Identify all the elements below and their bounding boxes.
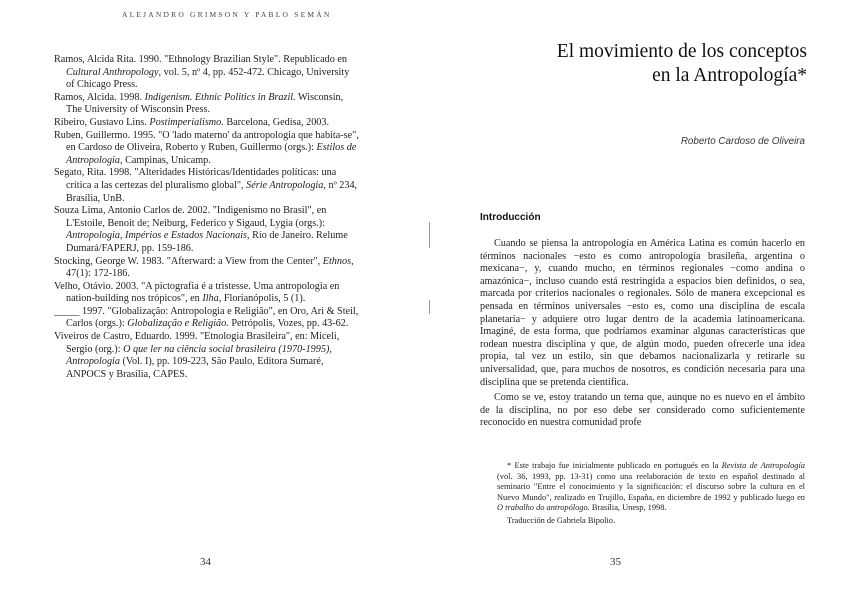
reference-entry — [54, 306, 359, 331]
reference-italic: Globalização e Religião. — [127, 318, 229, 330]
reference-post: Barcelona, Gedisa, 2003. — [223, 116, 330, 128]
author-name: Roberto Cardoso de Oliveira — [680, 136, 805, 147]
reference-entry — [54, 256, 359, 281]
reference-italic: Postimperialismo. — [149, 116, 224, 128]
footnote-text — [497, 461, 805, 514]
reference-pre: Ruben, Guillermo. 1995. "O 'lado materno' da antropologia que habita-se", en Cardoso de Oliveira, Roberto y Ruben, Guillermo (orgs.): — [54, 129, 359, 154]
translator-note: Traducción de Gabriela Bipolio. — [507, 515, 616, 525]
reference-italic: O que ler na ciência social brasileira (1970-1995), Antropologia — [66, 343, 332, 368]
footnote-part: * Este trabajo fue inicialmente publicado en portugués en la — [507, 461, 722, 470]
paragraph: Cuando se piensa la antropología en América Latina es común hacerlo en términos nacionales −esto es como antropología brasileña, argentina o mexicana−, y, cuando mucho, en términos regionales −como andina o amazónica−, incluso cuando está restringida a espacios bien definidos, o sea, marcada por criterios nacionales o regionales. Sólo de manera excepcional es pensada en términos universales −esto es, como una disciplina de escala planetaria− y adquiere otro lugar dentro de la academia latinoamericana. Imaginé, de esta forma, que podríamos examinar algunas características que rodean nuestra disciplina y que, de algún modo, pueden ofrecerle una idea propia, tal vez un estilo, sin que debamos nacionalizarla y retirarle su universalidad, que, para muchos de nosotros, es condición necesaria para una disciplina que se pretenda científica. — [480, 238, 805, 388]
reference-pre: Velho, Otávio. 2003. "A pictografia é a tristesse. Uma antropologia en nation-building nos trópicos", en — [54, 280, 340, 305]
reference-post: Petrópolis, Vozes, pp. 43-62. — [228, 318, 349, 330]
reference-pre: Segato, Rita. 1998. "Alteridades Históricas/Identidades políticas: una crítica a las certezas del pluralismo global", — [54, 167, 337, 191]
chapter-title — [487, 40, 807, 88]
chapter-title-line: en la Antropología* — [652, 65, 807, 86]
references-list — [54, 54, 359, 381]
section-heading: Introducción — [480, 212, 541, 223]
reference-italic: Antropologia, Impérios e Estados Nacionais — [66, 230, 248, 242]
reference-entry — [54, 92, 359, 117]
reference-italic: Série Antropologia — [246, 179, 324, 191]
reference-pre: _____ 1997. "Globalização: Antropologia e Religião", en Oro, Ari & Steil, Carlos (orgs.): — [54, 305, 359, 330]
footnote-part: Brasília, Unesp, 1998. — [589, 503, 667, 513]
reference-entry — [54, 54, 359, 92]
reference-pre: Stocking, George W. 1983. "Afterward: a View from the Center", — [54, 255, 323, 267]
right-page — [424, 0, 848, 616]
reference-entry — [54, 130, 359, 168]
reference-entry — [54, 205, 359, 255]
reference-post: , Río de Janeiro. Relume Dumará/FAPERJ, pp. 159-186. — [66, 230, 348, 254]
running-head: ALEJANDRO GRIMSON Y PABLO SEMÁN — [122, 10, 332, 19]
reference-entry — [54, 281, 359, 306]
reference-italic: Cultural Anthropology — [66, 66, 159, 78]
reference-italic: Ethnos — [322, 255, 352, 267]
reference-italic: Indigenism. Ethnic Politics in Brazil. — [144, 91, 296, 103]
page-number-right: 35 — [610, 556, 621, 568]
reference-pre: Ramos, Alcida. 1998. — [54, 91, 145, 103]
footnote-book: O trabalho do antropólogo. — [497, 503, 590, 513]
reference-post: , vol. 5, nº 4, pp. 452-472. Chicago, University of Chicago Press. — [66, 66, 350, 91]
reference-pre: Souza Lima, Antonio Carlos de. 2002. "Indigenismo no Brasil", en L'Estoile, Benoit de; Neiburg, Federico y Sigaud, Lygia (orgs.): — [54, 205, 327, 229]
reference-entry — [54, 331, 359, 381]
reference-post: , 47(1): 172-186. — [66, 255, 354, 280]
reference-italic: Ilha — [202, 293, 219, 305]
body-text — [480, 238, 805, 430]
reference-post: , Campinas, Unicamp. — [119, 154, 211, 166]
footnote-part: (vol. 36, 1993, pp. 13-31) como una reelaboración de texto en español destinado al seminario "Entre el conocimiento y la significación: el discurso sobre la cultura en el Nuevo Mundo", realizado en Trujillo, España, en diciembre de 1992 y publicado luego en — [497, 471, 805, 502]
reference-post: Wisconsin, The University of Wisconsin Press. — [66, 91, 344, 116]
chapter-title-line: El movimiento de los conceptos — [556, 41, 807, 62]
reference-pre: Ribeiro, Gustavo Lins. — [54, 116, 150, 128]
reference-pre: Ramos, Alcida Rita. 1990. "Ethnology Brazilian Style". Republicado en — [54, 54, 347, 65]
paragraph: Como se ve, estoy tratando un tema que, aunque no es nuevo en el ámbito de la disciplina, no por eso debe ser considerado como suficientemente reconocido en nuestra comunidad profe — [480, 392, 805, 429]
reference-post: , nº 234, Brasília, UnB. — [66, 179, 358, 204]
footnote — [497, 461, 805, 527]
reference-pre: Viveiros de Castro, Eduardo. 1999. "Etnologia Brasileira", en: Miceli, Sergio (org.): — [54, 331, 340, 355]
page-number-left: 34 — [200, 556, 211, 568]
reference-entry — [54, 167, 359, 205]
reference-post: (Vol. I), pp. 109-223, São Paulo, Editora Sumaré, ANPOCS y Brasília, CAPES. — [66, 356, 324, 380]
reference-post: , Florianópolis, 5 (1). — [218, 293, 306, 305]
reference-italic: Estilos de Antropologia — [66, 142, 357, 166]
footnote-journal: Revista de Antropología — [721, 461, 805, 470]
reference-entry — [54, 117, 359, 130]
